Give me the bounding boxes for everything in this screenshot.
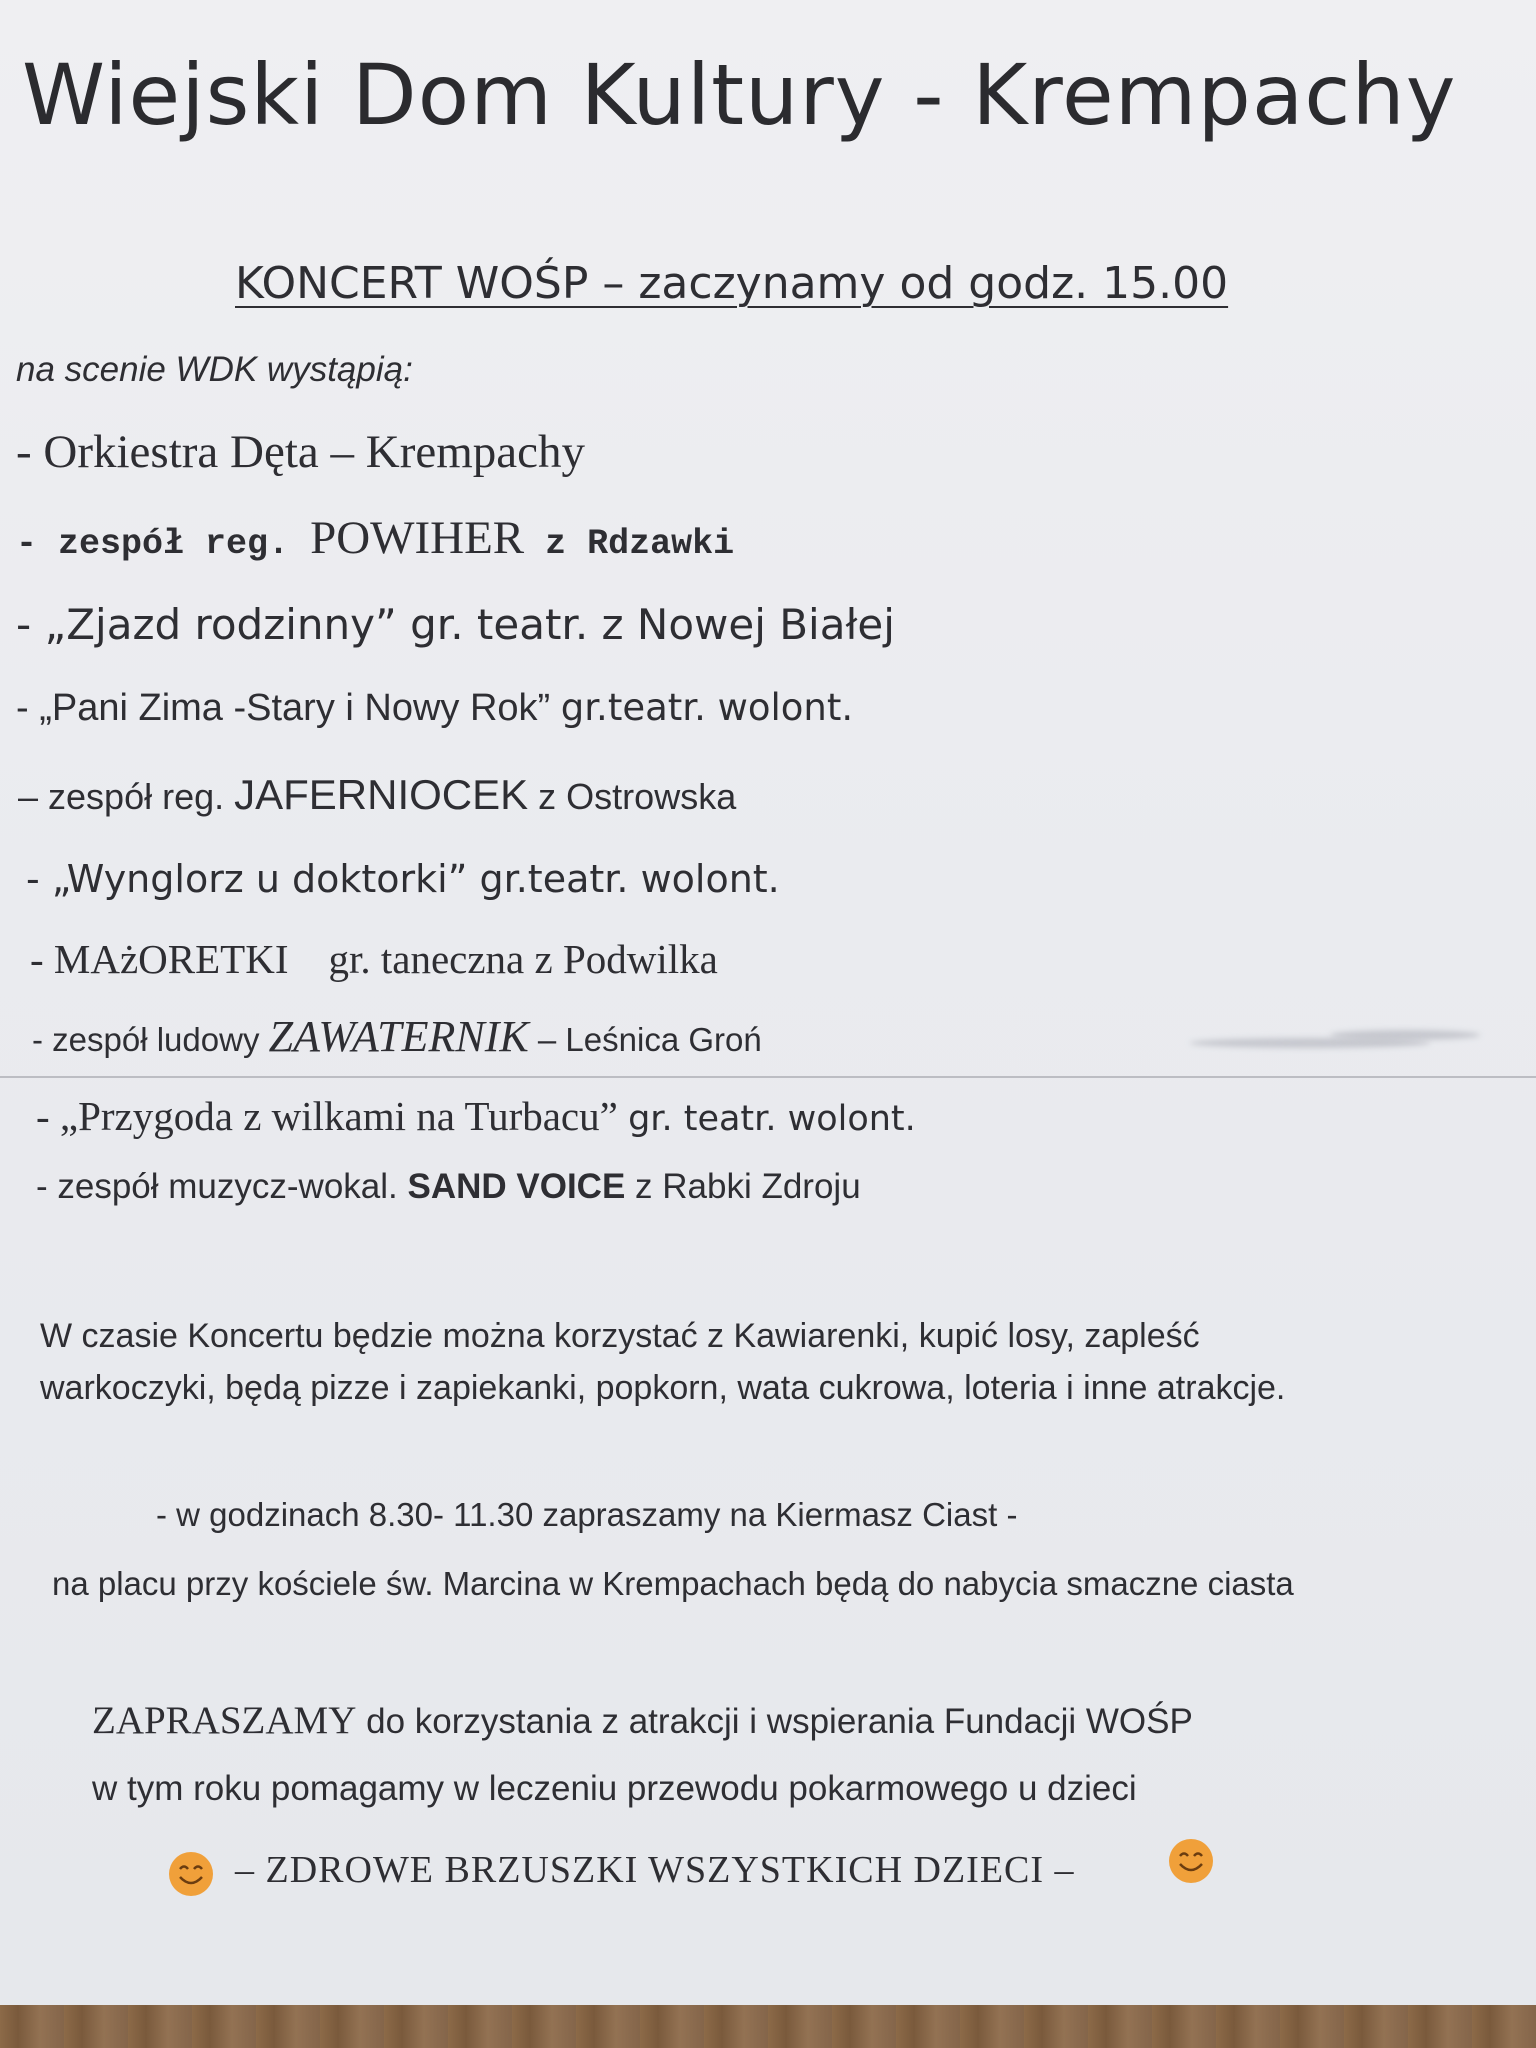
performer-line: – zespół reg. JAFERNIOCEK z Ostrowska xyxy=(18,771,737,818)
kiermasz-line: - w godzinach 8.30- 11.30 zapraszamy na Kiermasz Ciast - xyxy=(156,1496,1018,1533)
info-paragraph: W czasie Koncertu będzie można korzystać z Kawiarenki, kupić losy, zapleść warkoczyki, będą pizze i zapiekanki, popkorn, wata cukrowa, loteria i inne atrakcje. xyxy=(40,1317,1286,1407)
performer-line: - Orkiestra Dęta – Krempachy xyxy=(16,426,585,478)
performer-line: - MAżORETKI gr. taneczna z Podwilka xyxy=(30,936,718,982)
page-title: Wiejski Dom Kultury - Krempachy xyxy=(22,46,1457,144)
performer-line: - zespół ludowy ZAWATERNIK – Leśnica Groń xyxy=(32,1012,762,1061)
performer-line: - „Zjazd rodzinny” gr. teatr. z Nowej Białej xyxy=(16,600,895,649)
performer-line: - „Wynglorz u doktorki” gr.teatr. wolont. xyxy=(26,857,780,901)
intro-text: na scenie WDK wystąpią: xyxy=(16,350,413,389)
performer-line: - „Pani Zima -Stary i Nowy Rok” gr.teatr. wolont. xyxy=(16,686,854,729)
kiermasz-location: na placu przy kościele św. Marcina w Krempachach będą do nabycia smaczne ciasta xyxy=(52,1565,1294,1602)
paper-fold-line xyxy=(0,1076,1536,1078)
performer-line: - zespół muzycz-wokal. SAND VOICE z Rabki Zdroju xyxy=(36,1167,861,1206)
performer-line: - zespół reg. POWIHER z Rdzawki xyxy=(16,512,735,564)
smiley-icon xyxy=(168,1851,214,1897)
concert-heading: KONCERT WOŚP – zaczynamy od godz. 15.00 xyxy=(235,258,1229,309)
cause-line: w tym roku pomagamy w leczeniu przewodu pokarmowego u dzieci xyxy=(92,1769,1137,1808)
performer-line: - „Przygoda z wilkami na Turbacu” gr. teatr. wolont. xyxy=(36,1093,916,1139)
paper-crease xyxy=(1330,1030,1480,1040)
wooden-surface xyxy=(0,2005,1536,2048)
invitation-line: ZAPRASZAMY do korzystania z atrakcji i wspierania Fundacji WOŚP xyxy=(92,1699,1193,1742)
slogan: – ZDROWE BRZUSZKI WSZYSTKICH DZIECI – xyxy=(235,1849,1075,1891)
smiley-icon xyxy=(1168,1838,1214,1884)
